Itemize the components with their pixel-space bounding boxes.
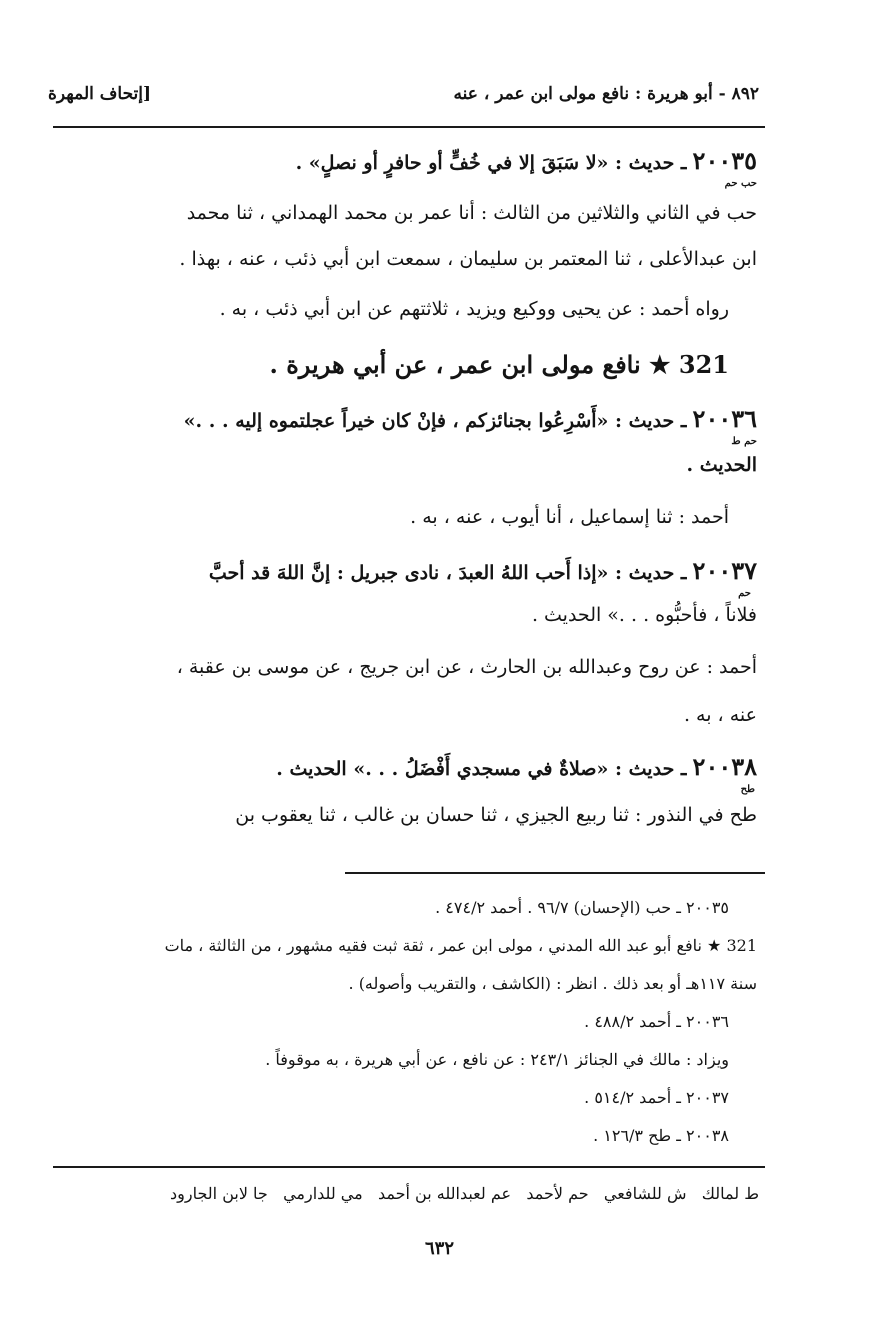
footnote-line: ٢٠٠٣٥ ـ حب (الإحسان) ٩٦/٧ . أحمد ٤٧٤/٢ . bbox=[435, 898, 729, 917]
footnote-line: ٢٠٠٣٨ ـ طح ١٢٦/٣ . bbox=[593, 1126, 729, 1145]
hadith-number: ٢٠٠٣٥ bbox=[692, 146, 757, 175]
text-line: رواه أحمد : عن يحيى ووكيع ويزيد ، ثلاثتهم عن ابن أبي ذئب ، به . bbox=[219, 298, 729, 320]
legend-rule bbox=[53, 1166, 765, 1168]
text-line: طح في النذور : ثنا ربيع الجيزي ، ثنا حسان بن غالب ، ثنا يعقوب بن bbox=[235, 804, 757, 826]
hadith-title: ـ حديث : «أَسْرِعُوا بجنائزكم ، فإنْ كان خيراً عجلتموه إليه . . .» bbox=[183, 410, 687, 432]
sigla: طح bbox=[740, 784, 755, 795]
hadith-title: ـ حديث : «صلاةٌ في مسجدي أَفْضَلُ . . .» الحديث . bbox=[276, 758, 687, 780]
header-rule bbox=[53, 126, 765, 128]
hadith-title: ـ حديث : «لا سَبَقَ إلا في خُفٍّ أو حافرٍ أو نصلٍ» . bbox=[295, 152, 687, 174]
hadith-number: ٢٠٠٣٦ bbox=[692, 404, 757, 433]
text-line: أحمد : ثنا إسماعيل ، أنا أيوب ، عنه ، به . bbox=[410, 506, 729, 528]
hadith-20036 bbox=[184, 404, 757, 433]
page-number: ٦٣٢ bbox=[424, 1238, 454, 1259]
sigla: حم bbox=[738, 588, 751, 599]
text-line: ابن عبدالأعلى ، ثنا المعتمر بن سليمان ، سمعت ابن أبي ذئب ، عنه ، بهذا . bbox=[179, 248, 757, 270]
hadith-number: ٢٠٠٣٨ bbox=[692, 752, 757, 781]
text-line: حب في الثاني والثلاثين من الثالث : أنا عمر بن محمد الهمداني ، ثنا محمد bbox=[186, 202, 757, 224]
footnote-line: 321 ★ نافع أبو عبد الله المدني ، مولى ابن عمر ، ثقة ثبت فقيه مشهور ، من الثالثة ، مات bbox=[164, 936, 757, 955]
footnote-line: ويزاد : مالك في الجنائز ٢٤٣/١ : عن نافع ، عن أبي هريرة ، به موقوفاً . bbox=[265, 1050, 729, 1069]
header-right: ٨٩٢ - أبو هريرة : نافع مولى ابن عمر ، عنه bbox=[453, 84, 759, 104]
footnote-rule bbox=[345, 872, 765, 874]
hadith-number: ٢٠٠٣٧ bbox=[692, 556, 757, 585]
footnote-line: ٢٠٠٣٧ ـ أحمد ٥١٤/٢ . bbox=[584, 1088, 729, 1107]
sigla: حب حم bbox=[724, 178, 757, 189]
header-left: [إتحاف المهرة bbox=[48, 84, 152, 104]
footnote-line: ٢٠٠٣٦ ـ أحمد ٤٨٨/٢ . bbox=[584, 1012, 729, 1031]
hadith-title: ـ حديث : «إذا أَحب اللهُ العبدَ ، نادى جبريل : إنَّ اللهَ قد أحبَّ bbox=[208, 562, 687, 584]
hadith-20038 bbox=[276, 752, 757, 781]
text-line: عنه ، به . bbox=[683, 704, 757, 726]
text-line: الحديث . bbox=[686, 454, 757, 476]
sigla: حم ط bbox=[731, 436, 757, 447]
narrator-marker: 321 ★ نافع مولى ابن عمر ، عن أبي هريرة . bbox=[269, 350, 729, 379]
text-line: فلاناً ، فأحبُّوه . . .» الحديث . bbox=[531, 604, 757, 626]
sigla-legend: ط لمالك ش للشافعي حم لأحمد عم لعبدالله بن أحمد مي للدارمي جا لابن الجارود bbox=[170, 1184, 759, 1203]
hadith-20037 bbox=[209, 556, 757, 585]
footnote-line: سنة ١١٧هـ أو بعد ذلك . انظر : (الكاشف ، والتقريب وأصوله) . bbox=[348, 974, 757, 993]
hadith-20035 bbox=[296, 146, 757, 175]
text-line: أحمد : عن روح وعبدالله بن الحارث ، عن ابن جريج ، عن موسى بن عقبة ، bbox=[176, 656, 757, 678]
